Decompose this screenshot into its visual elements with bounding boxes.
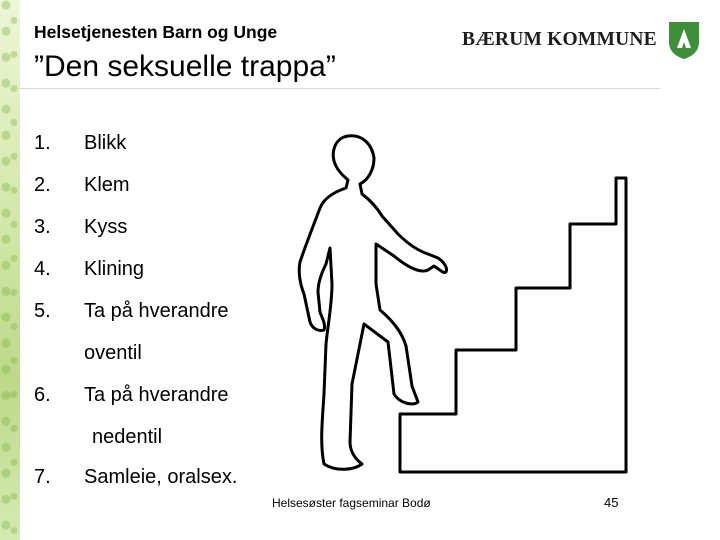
item-text: Klining bbox=[84, 258, 145, 280]
item-number: 1. bbox=[34, 132, 51, 154]
item-continuation: nedentil bbox=[92, 426, 163, 448]
item-text: Samleie, oralsex. bbox=[84, 466, 238, 488]
organization-name: Helsetjenesten Barn og Unge bbox=[34, 22, 278, 42]
logo-text: BÆRUM KOMMUNE bbox=[462, 29, 657, 50]
item-text: Blikk bbox=[84, 132, 127, 154]
item-number: 5. bbox=[34, 300, 51, 322]
page-number: 45 bbox=[604, 495, 619, 510]
item-continuation: oventil bbox=[84, 342, 142, 364]
item-text: Ta på hverandre bbox=[84, 300, 229, 322]
item-number: 7. bbox=[34, 466, 51, 488]
item-number: 4. bbox=[34, 258, 51, 280]
coat-of-arms-icon bbox=[667, 20, 701, 60]
baerum-kommune-logo bbox=[462, 20, 701, 60]
stick-figure-outline bbox=[299, 136, 446, 470]
stairs-figure-illustration bbox=[296, 124, 656, 499]
item-text: Ta på hverandre bbox=[84, 384, 229, 406]
staircase-outline bbox=[400, 178, 626, 472]
item-text: Kyss bbox=[84, 216, 128, 238]
header-divider bbox=[20, 88, 660, 89]
footer-caption: Helsesøster fagseminar Bodø bbox=[272, 496, 431, 510]
decorative-green-band bbox=[0, 0, 20, 540]
item-text: Klem bbox=[84, 174, 130, 196]
item-number: 3. bbox=[34, 216, 51, 238]
slide-title: ”Den seksuelle trappa” bbox=[34, 50, 336, 83]
item-number: 6. bbox=[34, 384, 51, 406]
item-number: 2. bbox=[34, 174, 51, 196]
